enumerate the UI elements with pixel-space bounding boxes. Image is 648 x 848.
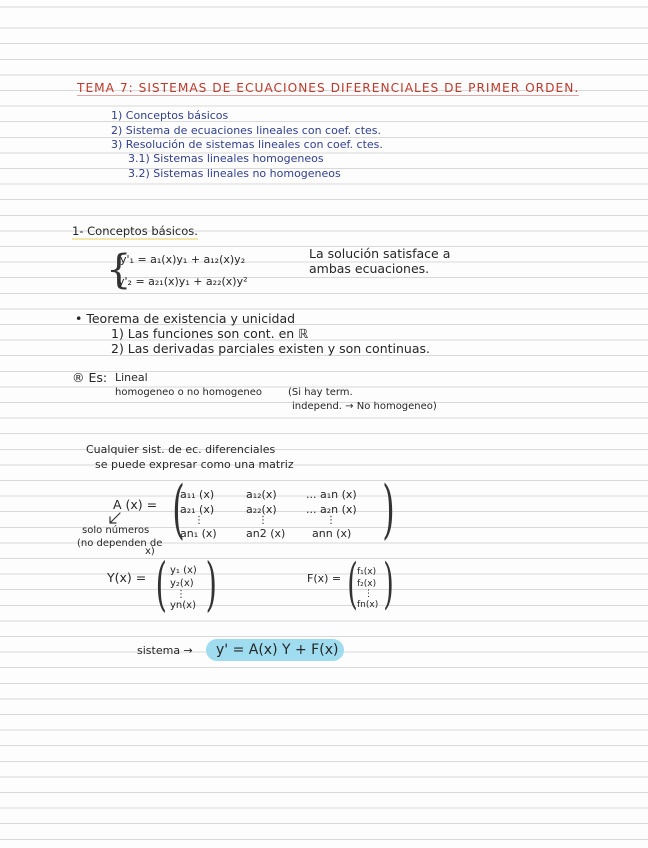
vector-f-left-paren: (	[347, 552, 358, 615]
matrix-intro-1: Cualquier sist. de ec. diferenciales	[86, 443, 276, 456]
vector-y-cell: y₁ (x)	[170, 565, 197, 576]
vector-y-cell: y₂(x)	[170, 578, 194, 589]
system-equation: y' = A(x) Y + F(x)	[216, 642, 339, 658]
matrix-a-cell: a₁₁ (x)	[180, 488, 215, 501]
vector-y-right-paren: )	[205, 550, 217, 618]
matrix-a-cell: ... a₂n (x)	[306, 503, 357, 516]
es-homogeneo: homogeneo o no homogeneo	[115, 387, 262, 398]
index-item-2: 2) Sistema de ecuaciones lineales con coef. ctes.	[111, 124, 382, 137]
matrix-a-cell: an₁ (x)	[180, 527, 217, 540]
index-item-1: 1) Conceptos básicos	[111, 109, 229, 122]
vector-f-label: F(x) =	[307, 572, 342, 585]
equation-1: y'₁ = a₁(x)y₁ + a₁₂(x)y₂	[120, 253, 246, 266]
index-item-3-2: 3.2) Sistemas lineales no homogeneos	[128, 167, 341, 180]
note-term-b: independ. → No homogeneo)	[292, 401, 437, 412]
index-item-3-1: 3.1) Sistemas lineales homogeneos	[128, 152, 324, 165]
theorem-heading: • Teorema de existencia y unicidad	[75, 311, 296, 326]
matrix-a-cell: ann (x)	[312, 527, 352, 540]
solo-numeros-1: solo números	[82, 525, 150, 536]
vector-y-label: Y(x) =	[107, 570, 147, 585]
note-term-a: (Si hay term.	[288, 387, 353, 398]
matrix-a-cell: an2 (x)	[246, 527, 286, 540]
matrix-a-dots: ⋮	[326, 515, 336, 526]
equation-2: y'₂ = a₂₁(x)y₁ + a₂₂(x)y²	[118, 275, 248, 288]
matrix-intro-2: se puede expresar como una matriz	[95, 458, 294, 471]
system-label: sistema →	[137, 644, 193, 657]
system-brace: {	[106, 247, 132, 293]
solution-note-2: ambas ecuaciones.	[309, 261, 430, 276]
matrix-a-cell: ... a₁n (x)	[306, 488, 357, 501]
vector-f-dots: ⋮	[364, 589, 373, 599]
matrix-a-cell: a₂₂(x)	[246, 503, 277, 516]
vector-y-cell: yn(x)	[170, 600, 196, 611]
matrix-a-cell: a₂₁ (x)	[180, 503, 215, 516]
es-lineal: Lineal	[115, 371, 148, 384]
solution-note-1: La solución satisface a	[309, 246, 451, 261]
vector-f-cell: fn(x)	[357, 600, 379, 610]
theorem-condition-1: 1) Las funciones son cont. en ℝ	[111, 326, 309, 341]
section-heading: 1- Conceptos básicos.	[72, 224, 198, 238]
vector-y-left-paren: (	[155, 550, 167, 618]
matrix-a-dots: ⋮	[258, 515, 268, 526]
matrix-a-label: A (x) =	[113, 497, 158, 512]
matrix-a-left-paren: (	[172, 473, 185, 547]
solo-numeros-2: (no dependen de	[77, 538, 163, 549]
theorem-condition-2: 2) Las derivadas parciales existen y son continuas.	[111, 341, 430, 356]
page-title: TEMA 7: SISTEMAS DE ECUACIONES DIFERENCIALES DE PRIMER ORDEN.	[77, 81, 580, 95]
es-label: ® Es:	[72, 370, 108, 385]
vector-f-cell: f₁(x)	[357, 567, 377, 577]
solo-numeros-3: x)	[145, 546, 155, 557]
vector-f-right-paren: )	[383, 552, 394, 615]
vector-y-dots: ⋮	[176, 589, 186, 600]
vector-f-cell: f₂(x)	[357, 579, 377, 589]
index-item-3: 3) Resolución de sistemas lineales con coef. ctes.	[111, 138, 383, 151]
matrix-a-cell: a₁₂(x)	[246, 488, 277, 501]
matrix-a-dots: ⋮	[194, 515, 204, 526]
matrix-a-right-paren: )	[382, 473, 395, 547]
